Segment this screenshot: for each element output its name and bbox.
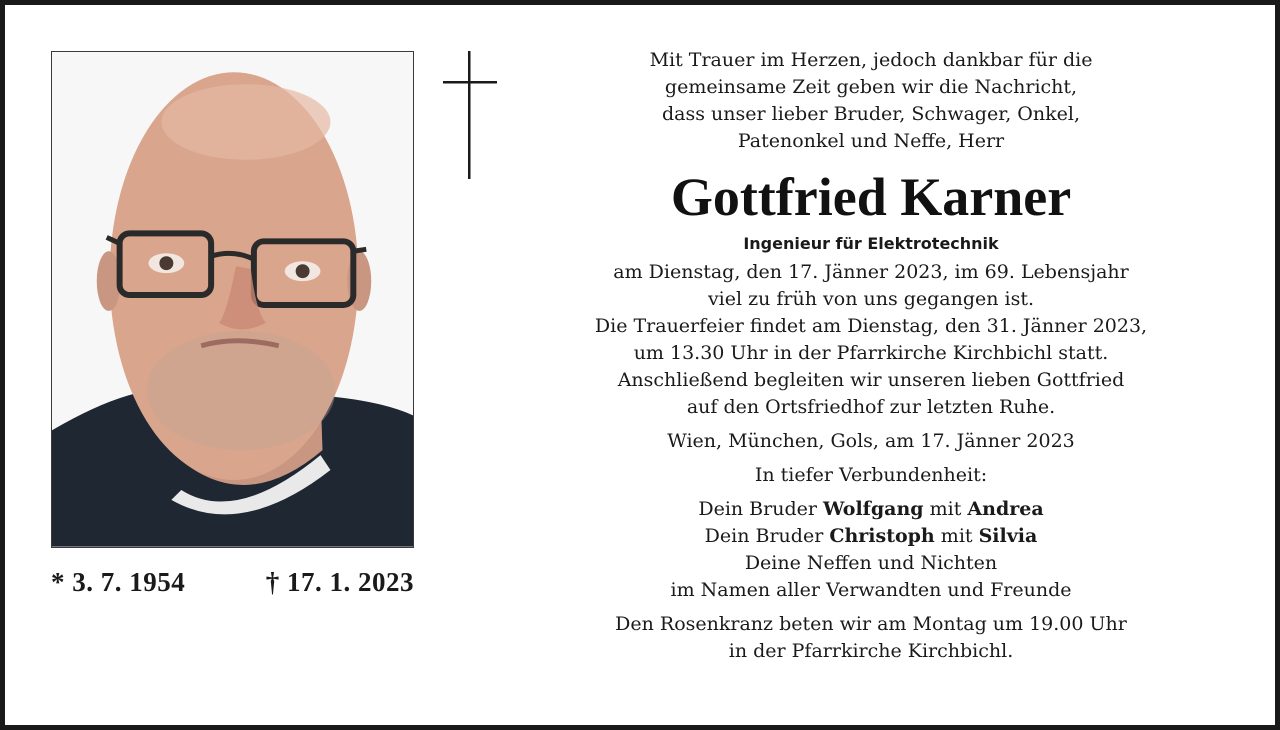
- rosary-line: in der Pfarrkirche Kirchbichl.: [728, 640, 1014, 662]
- portrait-photo: [51, 51, 414, 548]
- obituary-text: [560, 47, 1182, 665]
- deceased-name: Gottfried Karner: [670, 167, 1072, 227]
- mourner-line: im Namen aller Verwandten und Freunde: [670, 579, 1072, 601]
- death-date: † 17. 1. 2023: [265, 567, 414, 597]
- mourner-prefix: Dein Bruder: [704, 525, 824, 547]
- mourner-connector: mit: [929, 498, 962, 520]
- mourner-name: Wolfgang: [823, 498, 924, 520]
- detail-line: Anschließend begleiten wir unseren lieben Gottfried: [617, 369, 1125, 391]
- detail-line: am Dienstag, den 17. Jänner 2023, im 69. Lebensjahr: [613, 261, 1129, 283]
- intro-line: gemeinsame Zeit geben wir die Nachricht,: [664, 76, 1078, 98]
- mourner-connector: mit: [940, 525, 973, 547]
- detail-line: viel zu früh von uns gegangen ist.: [707, 288, 1035, 310]
- cross-icon: [443, 51, 497, 179]
- portrait-icon: [52, 52, 413, 547]
- mourner-name: Christoph: [829, 525, 935, 547]
- rosary-line: Den Rosenkranz beten wir am Montag um 19.00 Uhr: [615, 613, 1127, 635]
- closing-phrase: In tiefer Verbundenheit:: [754, 464, 988, 486]
- mourner-line: [560, 496, 1182, 523]
- detail-line: Die Trauerfeier findet am Dienstag, den 31. Jänner 2023,: [594, 315, 1148, 337]
- birth-date: * 3. 7. 1954: [51, 567, 186, 597]
- mourner-partner: Andrea: [967, 498, 1044, 520]
- intro-line: Mit Trauer im Herzen, jedoch dankbar für die: [649, 49, 1093, 71]
- mourner-line: [560, 523, 1182, 550]
- mourner-partner: Silvia: [978, 525, 1038, 547]
- mourner-prefix: Dein Bruder: [698, 498, 817, 520]
- profession: Ingenieur für Elektrotechnik: [743, 234, 999, 253]
- detail-line: um 13.30 Uhr in der Pfarrkirche Kirchbichl statt.: [633, 342, 1109, 364]
- mourner-line: Deine Neffen und Nichten: [744, 552, 998, 574]
- place-date: Wien, München, Gols, am 17. Jänner 2023: [667, 430, 1075, 452]
- detail-line: auf den Ortsfriedhof zur letzten Ruhe.: [686, 396, 1056, 418]
- intro-line: dass unser lieber Bruder, Schwager, Onkel,: [662, 103, 1080, 125]
- intro-line: Patenonkel und Neffe, Herr: [737, 130, 1005, 152]
